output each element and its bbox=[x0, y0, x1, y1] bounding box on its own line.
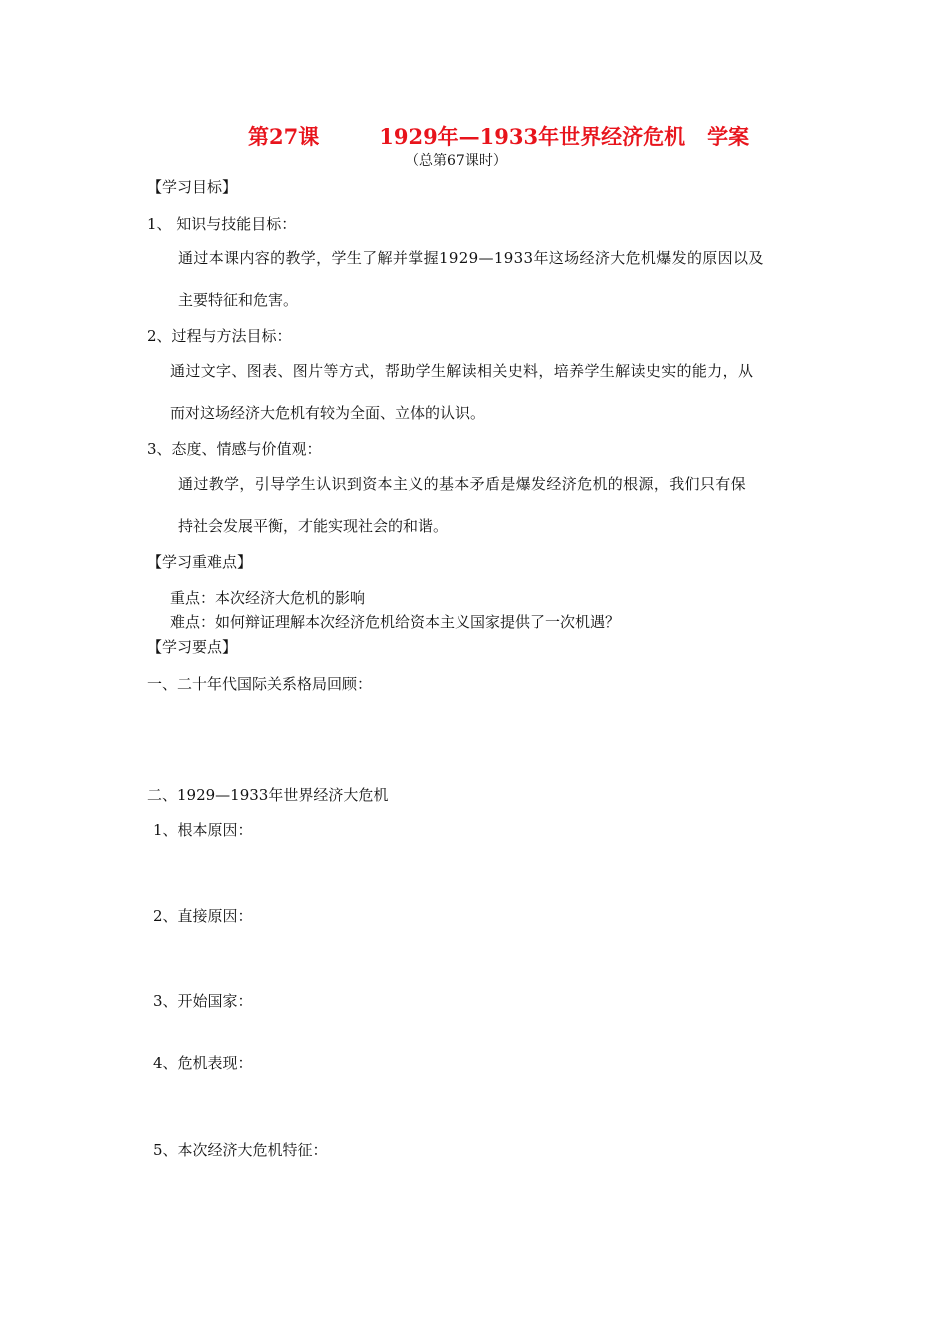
difficult-point: 难点：如何辩证理解本次经济危机给资本主义国家提供了一次机遇？ bbox=[170, 613, 621, 631]
lesson-topic: 1929年—1933年世界经济危机 bbox=[379, 124, 686, 149]
objectives-heading: 【学习目标】 bbox=[147, 178, 238, 196]
document-type: 学案 bbox=[707, 124, 750, 149]
knowledge-skills-text-line-1: 通过本课内容的教学，学生了解并掌握1929—1933年这场经济大危机爆发的原因以及 bbox=[178, 249, 764, 267]
lesson-number: 第27课 bbox=[248, 124, 320, 149]
document-title bbox=[248, 123, 749, 151]
section-two-heading: 二、1929—1933年世界经济大危机 bbox=[147, 786, 389, 804]
item-root-cause: 1、根本原因： bbox=[153, 821, 253, 839]
focus-point: 重点：本次经济大危机的影响 bbox=[170, 589, 366, 607]
key-points-heading: 【学习重难点】 bbox=[147, 553, 253, 571]
class-period-note: （总第67课时） bbox=[405, 153, 507, 169]
item-direct-cause: 2、直接原因： bbox=[153, 907, 253, 925]
item-crisis-characteristics: 5、本次经济大危机特征： bbox=[153, 1141, 328, 1159]
item-origin-country: 3、开始国家： bbox=[153, 992, 253, 1010]
knowledge-skills-text-line-2: 主要特征和危害。 bbox=[178, 291, 299, 309]
study-points-heading: 【学习要点】 bbox=[147, 638, 238, 656]
process-methods-text-line-2: 而对这场经济大危机有较为全面、立体的认识。 bbox=[170, 404, 486, 422]
values-heading: 3、态度、情感与价值观： bbox=[147, 440, 322, 458]
process-methods-text-line-1: 通过文字、图表、图片等方式，帮助学生解读相关史料，培养学生解读史实的能力，从 bbox=[170, 362, 754, 380]
section-one-heading: 一、二十年代国际关系格局回顾： bbox=[147, 675, 373, 693]
knowledge-skills-heading: 1、 知识与技能目标： bbox=[147, 215, 297, 233]
process-methods-heading: 2、过程与方法目标： bbox=[147, 327, 292, 345]
item-crisis-manifestations: 4、危机表现： bbox=[153, 1054, 253, 1072]
values-text-line-1: 通过教学，引导学生认识到资本主义的基本矛盾是爆发经济危机的根源，我们只有保 bbox=[178, 475, 746, 493]
values-text-line-2: 持社会发展平衡，才能实现社会的和谐。 bbox=[178, 517, 449, 535]
